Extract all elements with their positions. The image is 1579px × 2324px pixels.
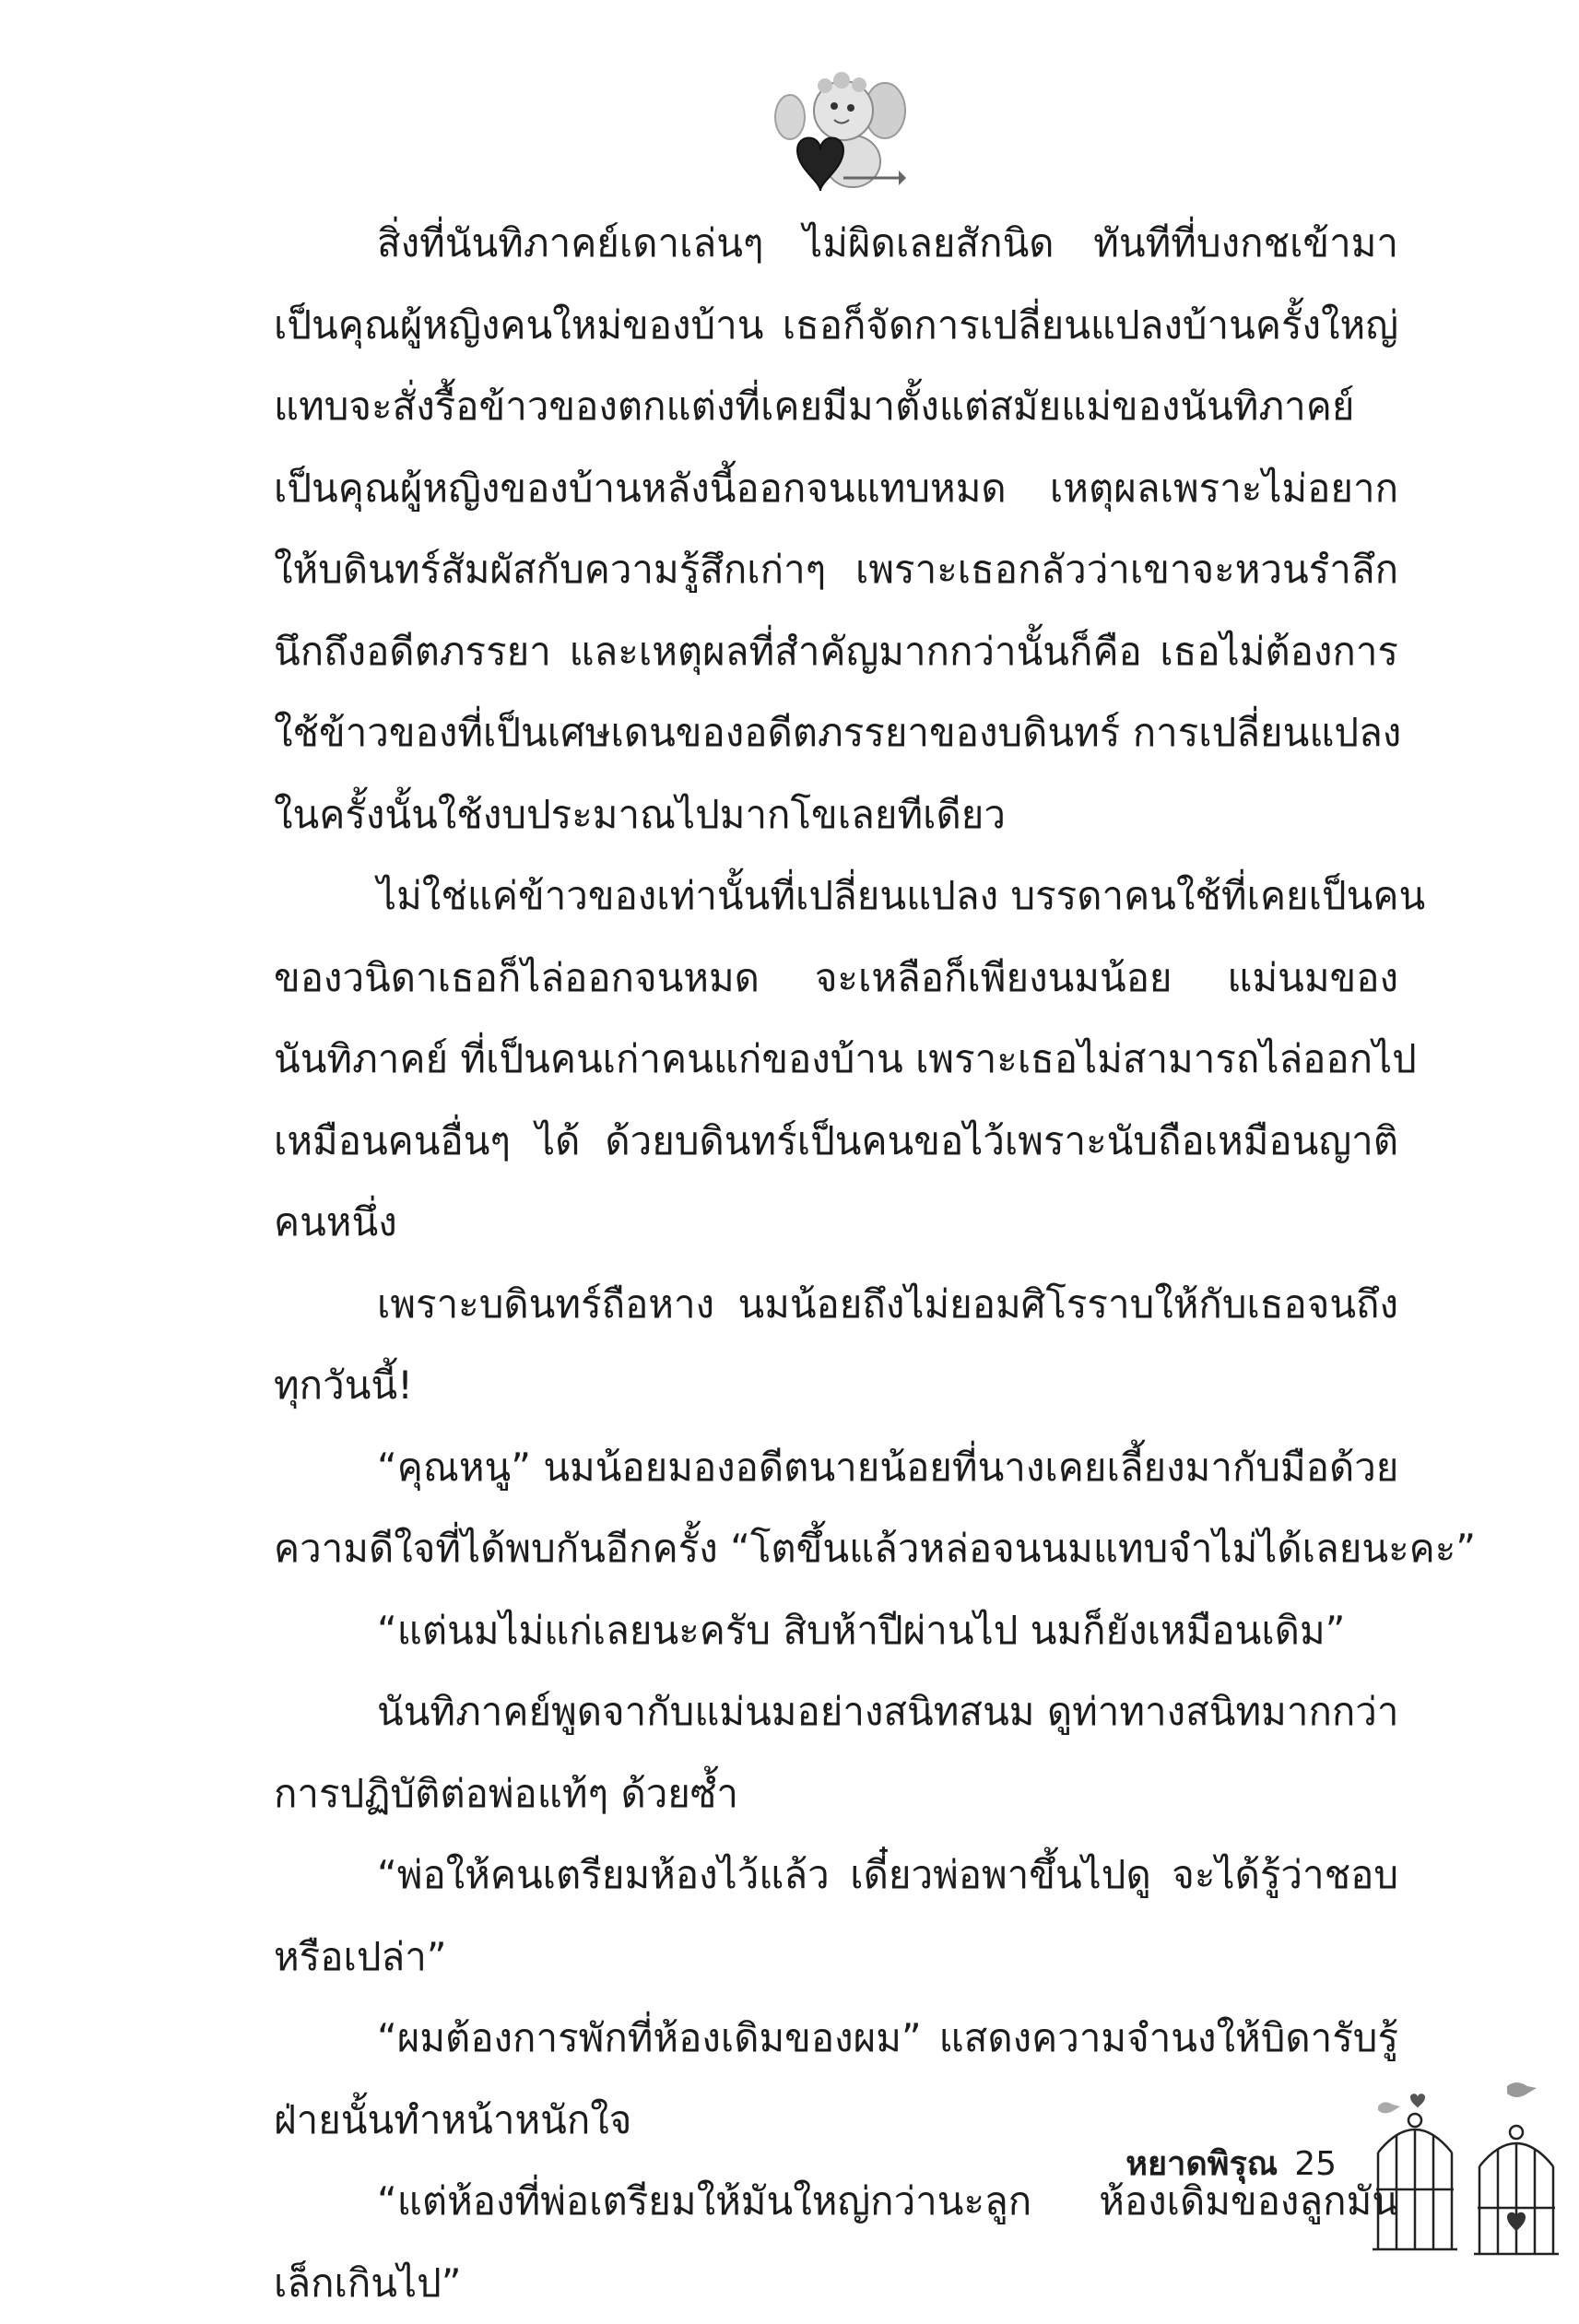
text-line: นันทิภาคย์พูดจากับแม่นมอย่างสนิทสนม ดูท่าทางสนิทมากกว่า [274, 1671, 1398, 1753]
text-line: ในครั้งนั้นใช้งบประมาณไปมากโขเลยทีเดียว [274, 774, 1398, 856]
text-line: เพราะบดินทร์ถือหาง นมน้อยถึงไม่ยอมศิโรราบให้กับเธอจนถึง [274, 1264, 1398, 1346]
chapter-body [274, 203, 1398, 2324]
text-line: “พ่อให้คนเตรียมห้องไว้แล้ว เดี๋ยวพ่อพาขึ้นไปดู จะได้รู้ว่าชอบ [274, 1834, 1398, 1917]
text-line: “คุณหนู” นมน้อยมองอดีตนายน้อยที่นางเคยเลี้ยงมากับมือด้วย [274, 1427, 1398, 1509]
text-line: การปฏิบัติต่อพ่อแท้ๆ ด้วยซ้ำ [274, 1753, 1398, 1835]
text-line: นึกถึงอดีตภรรยา และเหตุผลที่สำคัญมากกว่านั้นก็คือ เธอไม่ต้องการ [274, 611, 1398, 693]
text-line: สิ่งที่นันทิภาคย์เดาเล่นๆ ไม่ผิดเลยสักนิด ทันทีที่บงกชเข้ามา [274, 203, 1398, 285]
text-line: นันทิภาคย์ ที่เป็นคนเก่าคนแก่ของบ้าน เพราะเธอไม่สามารถไล่ออกไป [274, 1019, 1398, 1101]
text-line: “แต่ห้องที่พ่อเตรียมให้มันใหญ่กว่านะลูก ห้องเดิมของลูกมัน [274, 2161, 1398, 2243]
text-line: หรือเปล่า” [274, 1917, 1398, 1999]
page-number: 25 [1294, 2145, 1337, 2183]
book-title: หยาดพิรุณ [1125, 2145, 1278, 2183]
text-line: “แต่นมไม่แก่เลยนะครับ สิบห้าปีผ่านไป นมก็ยังเหมือนเดิม” [274, 1590, 1398, 1672]
text-line: ความดีใจที่ได้พบกันอีกครั้ง “โตขึ้นแล้วหล่อจนนมแทบจำไม่ได้เลยนะคะ” [274, 1508, 1398, 1590]
text-line: ฝ่ายนั้นทำหน้าหนักใจ [274, 2080, 1398, 2162]
text-line: ของวนิดาเธอก็ไล่ออกจนหมด จะเหลือก็เพียงนมน้อย แม่นมของ [274, 938, 1398, 1020]
text-line: ทุกวันนี้! [274, 1345, 1398, 1427]
cupid-heart-icon [770, 69, 908, 198]
text-line: ใช้ข้าวของที่เป็นเศษเดนของอดีตภรรยาของบดินทร์ การเปลี่ยนแปลง [274, 692, 1398, 774]
text-line: เล็กเกินไป” [274, 2243, 1398, 2324]
page-footer [1088, 2137, 1337, 2192]
text-line: ไม่ใช่แค่ข้าวของเท่านั้นที่เปลี่ยนแปลง บรรดาคนใช้ที่เคยเป็นคน [274, 855, 1398, 938]
birdcage-icon [1360, 2079, 1572, 2263]
text-line: ให้บดินทร์สัมผัสกับความรู้สึกเก่าๆ เพราะเธอกลัวว่าเขาจะหวนรำลึก [274, 529, 1398, 611]
text-line: เป็นคุณผู้หญิงคนใหม่ของบ้าน เธอก็จัดการเปลี่ยนแปลงบ้านครั้งใหญ่ [274, 285, 1398, 367]
text-line: เหมือนคนอื่นๆ ได้ ด้วยบดินทร์เป็นคนขอไว้เพราะนับถือเหมือนญาติ [274, 1101, 1398, 1183]
text-line: “ผมต้องการพักที่ห้องเดิมของผม” แสดงความจำนงให้บิดารับรู้ [274, 1998, 1398, 2080]
text-line: แทบจะสั่งรื้อข้าวของตกแต่งที่เคยมีมาตั้งแต่สมัยแม่ของนันทิภาคย์ [274, 366, 1398, 448]
text-line: คนหนึ่ง [274, 1182, 1398, 1264]
text-line: เป็นคุณผู้หญิงของบ้านหลังนี้ออกจนแทบหมด เหตุผลเพราะไม่อยาก [274, 448, 1398, 530]
